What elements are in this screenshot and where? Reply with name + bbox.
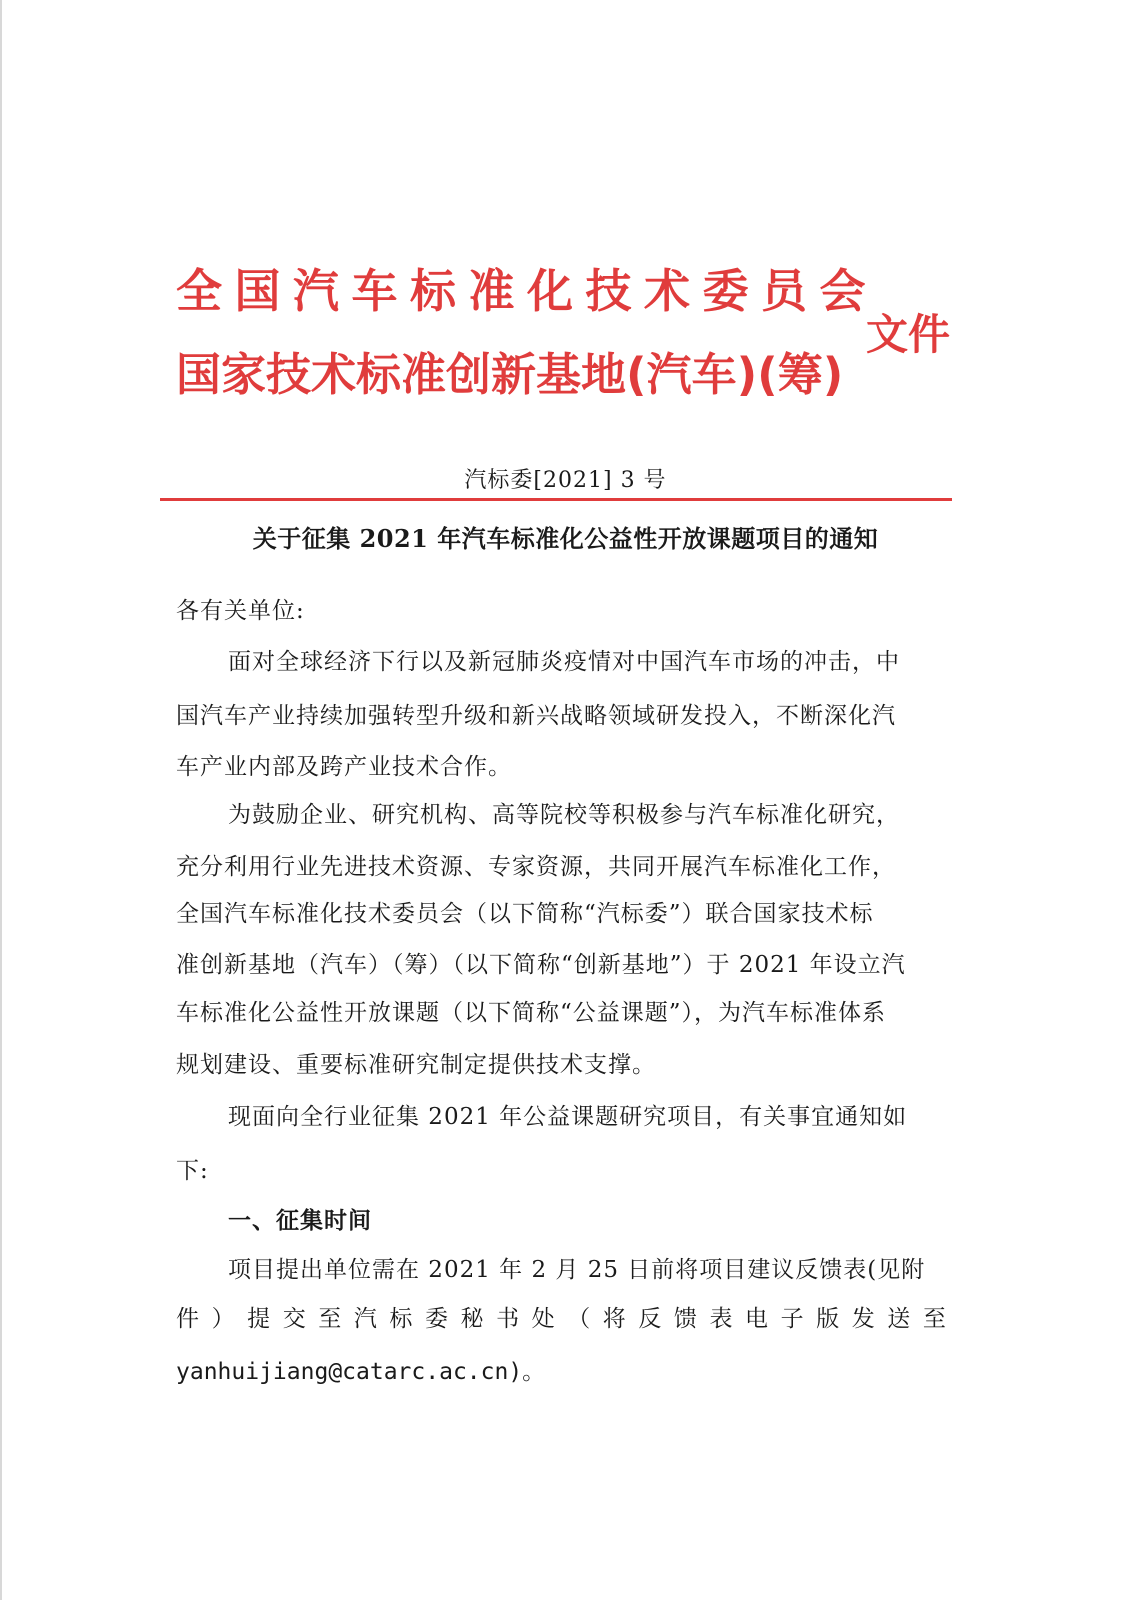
section-1-line-2	[176, 1308, 946, 1331]
spread-char: 至	[922, 1306, 946, 1332]
spread-char: 至	[318, 1306, 342, 1332]
document-number: 汽标委[2021] 3 号	[464, 468, 667, 493]
spread-char: 馈	[673, 1306, 697, 1332]
spread-char: 处	[531, 1306, 555, 1332]
paragraph-3-line-1: 现面向全行业征集 2021 年公益课题研究项目，有关事宜通知如	[228, 1104, 908, 1130]
paragraph-2-line-3: 全国汽车标准化技术委员会（以下简称“汽标委”）联合国家技术标	[176, 901, 874, 927]
paragraph-2-line-6: 规划建设、重要标准研究制定提供技术支撑。	[176, 1052, 656, 1078]
spread-char: 提	[247, 1306, 271, 1332]
paragraph-2-line-4: 准创新基地（汽车）（筹）（以下简称“创新基地”）于 2021 年设立汽	[176, 952, 906, 978]
section-1-heading: 一、征集时间	[228, 1207, 372, 1234]
document-suffix: 文件	[866, 310, 951, 359]
spread-char: 电	[745, 1306, 768, 1332]
spread-char: 汽	[353, 1306, 377, 1332]
spread-char: 交	[282, 1306, 306, 1332]
spread-char: 件	[176, 1306, 199, 1332]
issuing-org-line-2: 国家技术标准创新基地(汽车)(筹)	[176, 348, 844, 401]
spread-char: （	[567, 1306, 591, 1332]
spread-char: 书	[496, 1306, 520, 1332]
spread-char: 版	[816, 1306, 840, 1332]
paragraph-1-line-2: 国汽车产业持续加强转型升级和新兴战略领域研发投入，不断深化汽	[176, 703, 896, 729]
spread-char: 将	[602, 1306, 626, 1332]
paragraph-2-line-1: 为鼓励企业、研究机构、高等院校等积极参与汽车标准化研究，	[228, 802, 900, 828]
spread-char: 反	[638, 1306, 662, 1332]
paragraph-1-line-1: 面对全球经济下行以及新冠肺炎疫情对中国汽车市场的冲击，中	[228, 649, 900, 675]
spread-char: 标	[389, 1306, 413, 1332]
red-divider-rule	[160, 498, 952, 501]
paragraph-1-line-3: 车产业内部及跨产业技术合作。	[176, 754, 512, 780]
paragraph-2-line-2: 充分利用行业先进技术资源、专家资源，共同开展汽车标准化工作，	[176, 854, 896, 880]
spread-char: 子	[780, 1306, 804, 1332]
salutation: 各有关单位:	[176, 598, 305, 624]
issuing-org-line-1: 全国汽车标准化技术委员会	[176, 264, 878, 318]
paragraph-2-line-5: 车标准化公益性开放课题（以下简称“公益课题”），为汽车标准体系	[176, 1000, 887, 1026]
spread-char: 发	[851, 1306, 875, 1332]
spread-char: ）	[211, 1306, 235, 1332]
notice-title: 关于征集 2021 年汽车标准化公益性开放课题项目的通知	[252, 524, 879, 553]
section-1-line-1: 项目提出单位需在 2021 年 2 月 25 日前将项目建议反馈表(见附	[228, 1257, 926, 1283]
spread-char: 秘	[460, 1306, 484, 1332]
scan-edge	[0, 0, 2, 1600]
section-1-email-line: yanhuijiang@catarc.ac.cn)。	[176, 1359, 546, 1385]
paragraph-3-line-2: 下:	[176, 1158, 209, 1184]
spread-char: 送	[887, 1306, 911, 1332]
spread-char: 表	[709, 1306, 733, 1332]
spread-char: 委	[424, 1306, 448, 1332]
